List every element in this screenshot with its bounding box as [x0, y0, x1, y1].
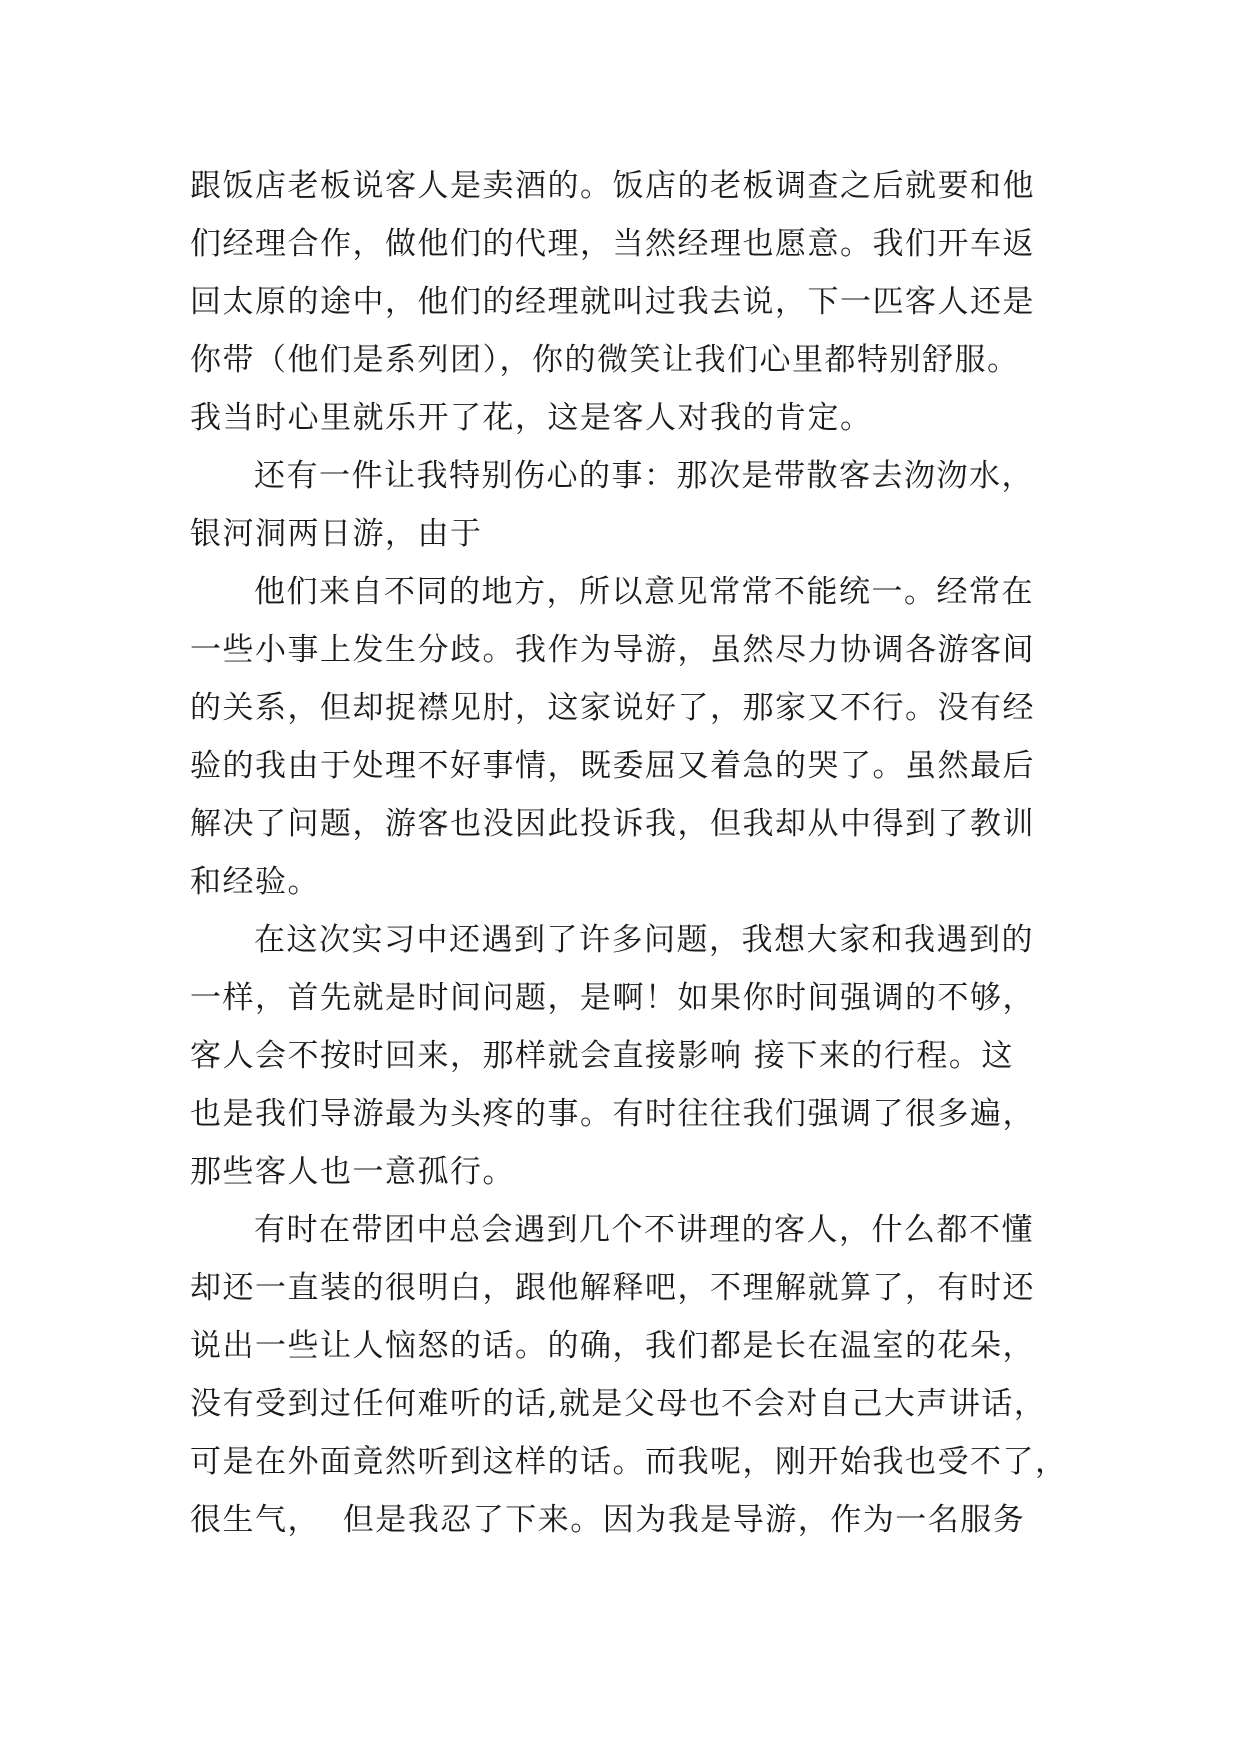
paragraph-first-line: 他们来自不同的地方，所以意见常常不能统一。经常在 [254, 574, 1034, 610]
text-line: 也是我们导游最为头疼的事。有时往往我们强调了很多遍， [190, 1096, 1035, 1132]
text-line: 银河洞两日游，由于 [190, 516, 483, 552]
paragraph-first-line: 在这次实习中还遇到了许多问题，我想大家和我遇到的 [254, 922, 1034, 958]
text-line: 解决了问题，游客也没因此投诉我，但我却从中得到了教训 [190, 806, 1035, 842]
text-line: 验的我由于处理不好事情，既委屈又着急的哭了。虽然最后 [190, 748, 1035, 784]
text-line: 回太原的途中，他们的经理就叫过我去说，下一匹客人还是 [190, 284, 1035, 320]
text-line: 你带（他们是系列团），你的微笑让我们心里都特别舒服。 [190, 342, 1020, 378]
body-text [190, 157, 1070, 1549]
text-line: 的关系，但却捉襟见肘，这家说好了，那家又不行。没有经 [190, 690, 1035, 726]
text-line: 却还一直装的很明白，跟他解释吧，不理解就算了，有时还 [190, 1270, 1035, 1306]
text-line: 们经理合作，做他们的代理，当然经理也愿意。我们开车返 [190, 226, 1035, 262]
text-line: 客人会不按时回来，那样就会直接影响 接下来的行程。这 [190, 1038, 1014, 1074]
text-line: 一样，首先就是时间问题，是啊！如果你时间强调的不够， [190, 980, 1035, 1016]
text-line: 一些小事上发生分歧。我作为导游，虽然尽力协调各游客间 [190, 632, 1035, 668]
paragraph-first-line: 有时在带团中总会遇到几个不讲理的客人，什么都不懂 [254, 1212, 1034, 1248]
text-line: 没有受到过任何难听的话,就是父母也不会对自己大声讲话， [190, 1386, 1047, 1422]
text-line: 说出一些让人恼怒的话。的确，我们都是长在温室的花朵， [190, 1328, 1035, 1364]
text-line: 我当时心里就乐开了花，这是客人对我的肯定。 [190, 400, 873, 436]
text-line: 可是在外面竟然听到这样的话。而我呢，刚开始我也受不了， [190, 1444, 1068, 1480]
paragraph-first-line: 还有一件让我特别伤心的事：那次是带散客去沕沕水， [254, 458, 1034, 494]
text-line: 那些客人也一意孤行。 [190, 1154, 515, 1190]
text-line: 很生气， 但是我忍了下来。因为我是导游，作为一名服务 [190, 1502, 1026, 1538]
text-line: 和经验。 [190, 864, 320, 900]
text-line: 跟饭店老板说客人是卖酒的。饭店的老板调查之后就要和他 [190, 168, 1035, 204]
